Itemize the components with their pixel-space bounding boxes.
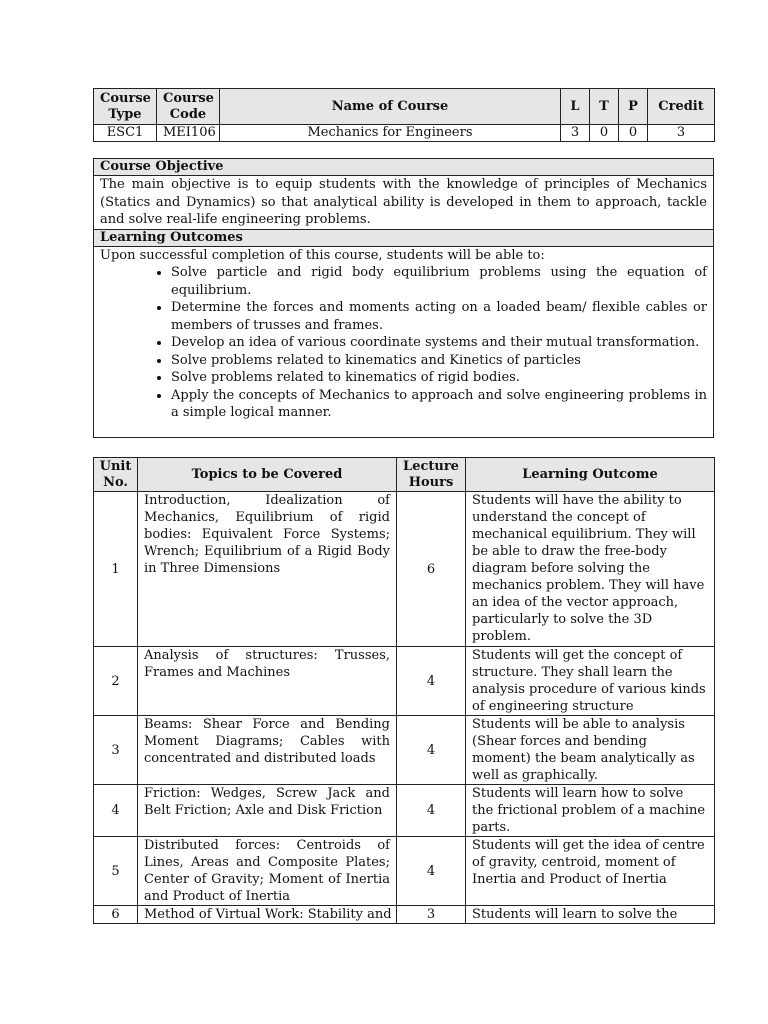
table-row — [94, 785, 715, 837]
course-name: Mechanics for Engineers — [220, 125, 561, 142]
course-summary-table — [93, 88, 715, 142]
header-unit-no: Unit No. — [94, 458, 138, 492]
unit-topics: Friction: Wedges, Screw Jack and Belt Friction; Axle and Disk Friction — [138, 785, 397, 837]
unit-outcome: Students will have the ability to understand the concept of mechanical equilibrium. They will be able to draw the free-body diagram before solving the mechanics problem. They will have an idea of the vector approach, particularly to solve the 3D problem. — [466, 492, 715, 647]
outcome-item: • Solve particle and rigid body equilibrium problems using the equation of equilibrium. — [171, 264, 707, 299]
unit-number: 4 — [94, 785, 138, 837]
table-row — [94, 906, 715, 924]
unit-topics: Distributed forces: Centroids of Lines, Areas and Composite Plates; Center of Gravity; Moment of Inertia and Product of Inertia — [138, 837, 397, 906]
unit-topics: Introduction, Idealization of Mechanics, Equilibrium of rigid bodies: Equivalent Force Systems; Wrench; Equilibrium of a Rigid Body in Three Dimensions — [138, 492, 397, 647]
course-l: 3 — [561, 125, 590, 142]
unit-outcome: Students will get the concept of structure. They shall learn the analysis procedure of various kinds of engineering structure — [466, 647, 715, 716]
table-row — [94, 492, 715, 647]
header-t: T — [590, 89, 619, 125]
unit-hours: 3 — [397, 906, 466, 924]
header-course-name: Name of Course — [220, 89, 561, 125]
course-header-row — [94, 89, 715, 125]
unit-number: 3 — [94, 716, 138, 785]
course-code: MEI106 — [157, 125, 220, 142]
learning-outcomes-intro: Upon successful completion of this course, students will be able to: — [100, 247, 545, 263]
course-objective-text: The main objective is to equip students with the knowledge of principles of Mechanics (Statics and Dynamics) so that analytical ability is developed in them to approach, tackle and solve real-life engineering problems. — [94, 176, 714, 230]
course-t: 0 — [590, 125, 619, 142]
header-p: P — [619, 89, 648, 125]
course-type: ESC1 — [94, 125, 157, 142]
outcome-item: • Develop an idea of various coordinate systems and their mutual transformation. — [171, 334, 707, 352]
unit-topics: Beams: Shear Force and Bending Moment Diagrams; Cables with concentrated and distributed loads — [138, 716, 397, 785]
header-learning-outcome: Learning Outcome — [466, 458, 715, 492]
table-row — [94, 837, 715, 906]
unit-number: 5 — [94, 837, 138, 906]
unit-topics: Analysis of structures: Trusses, Frames and Machines — [138, 647, 397, 716]
outcome-item: • Solve problems related to kinematics and Kinetics of particles — [171, 352, 707, 370]
objectives-box — [93, 158, 714, 438]
unit-outcome: Students will learn to solve the — [466, 906, 715, 924]
learning-outcomes-title: Learning Outcomes — [94, 229, 714, 246]
unit-topics: Method of Virtual Work: Stability and — [138, 906, 397, 924]
unit-hours: 4 — [397, 647, 466, 716]
unit-number: 6 — [94, 906, 138, 924]
learning-outcomes-list — [100, 264, 707, 422]
header-topics: Topics to be Covered — [138, 458, 397, 492]
course-objective-title: Course Objective — [94, 159, 714, 176]
header-lecture-hours: Lecture Hours — [397, 458, 466, 492]
unit-number: 2 — [94, 647, 138, 716]
header-course-type: Course Type — [94, 89, 157, 125]
syllabus-table — [93, 457, 715, 924]
unit-outcome: Students will be able to analysis (Shear forces and bending moment) the beam analytically as well as graphically. — [466, 716, 715, 785]
header-l: L — [561, 89, 590, 125]
table-row — [94, 647, 715, 716]
outcome-item: • Apply the concepts of Mechanics to approach and solve engineering problems in a simple logical manner. — [171, 387, 707, 422]
syllabus-header-row — [94, 458, 715, 492]
unit-hours: 4 — [397, 837, 466, 906]
header-credit: Credit — [648, 89, 715, 125]
unit-outcome: Students will learn how to solve the frictional problem of a machine parts. — [466, 785, 715, 837]
unit-hours: 4 — [397, 785, 466, 837]
outcome-item: • Solve problems related to kinematics of rigid bodies. — [171, 369, 707, 387]
unit-hours: 6 — [397, 492, 466, 647]
unit-outcome: Students will get the idea of centre of gravity, centroid, moment of Inertia and Product of Inertia — [466, 837, 715, 906]
outcome-item: • Determine the forces and moments acting on a loaded beam/ flexible cables or members of trusses and frames. — [171, 299, 707, 334]
learning-outcomes-body — [94, 246, 714, 437]
unit-hours: 4 — [397, 716, 466, 785]
table-row — [94, 716, 715, 785]
course-p: 0 — [619, 125, 648, 142]
header-course-code: Course Code — [157, 89, 220, 125]
course-credit: 3 — [648, 125, 715, 142]
unit-number: 1 — [94, 492, 138, 647]
course-row — [94, 125, 715, 142]
